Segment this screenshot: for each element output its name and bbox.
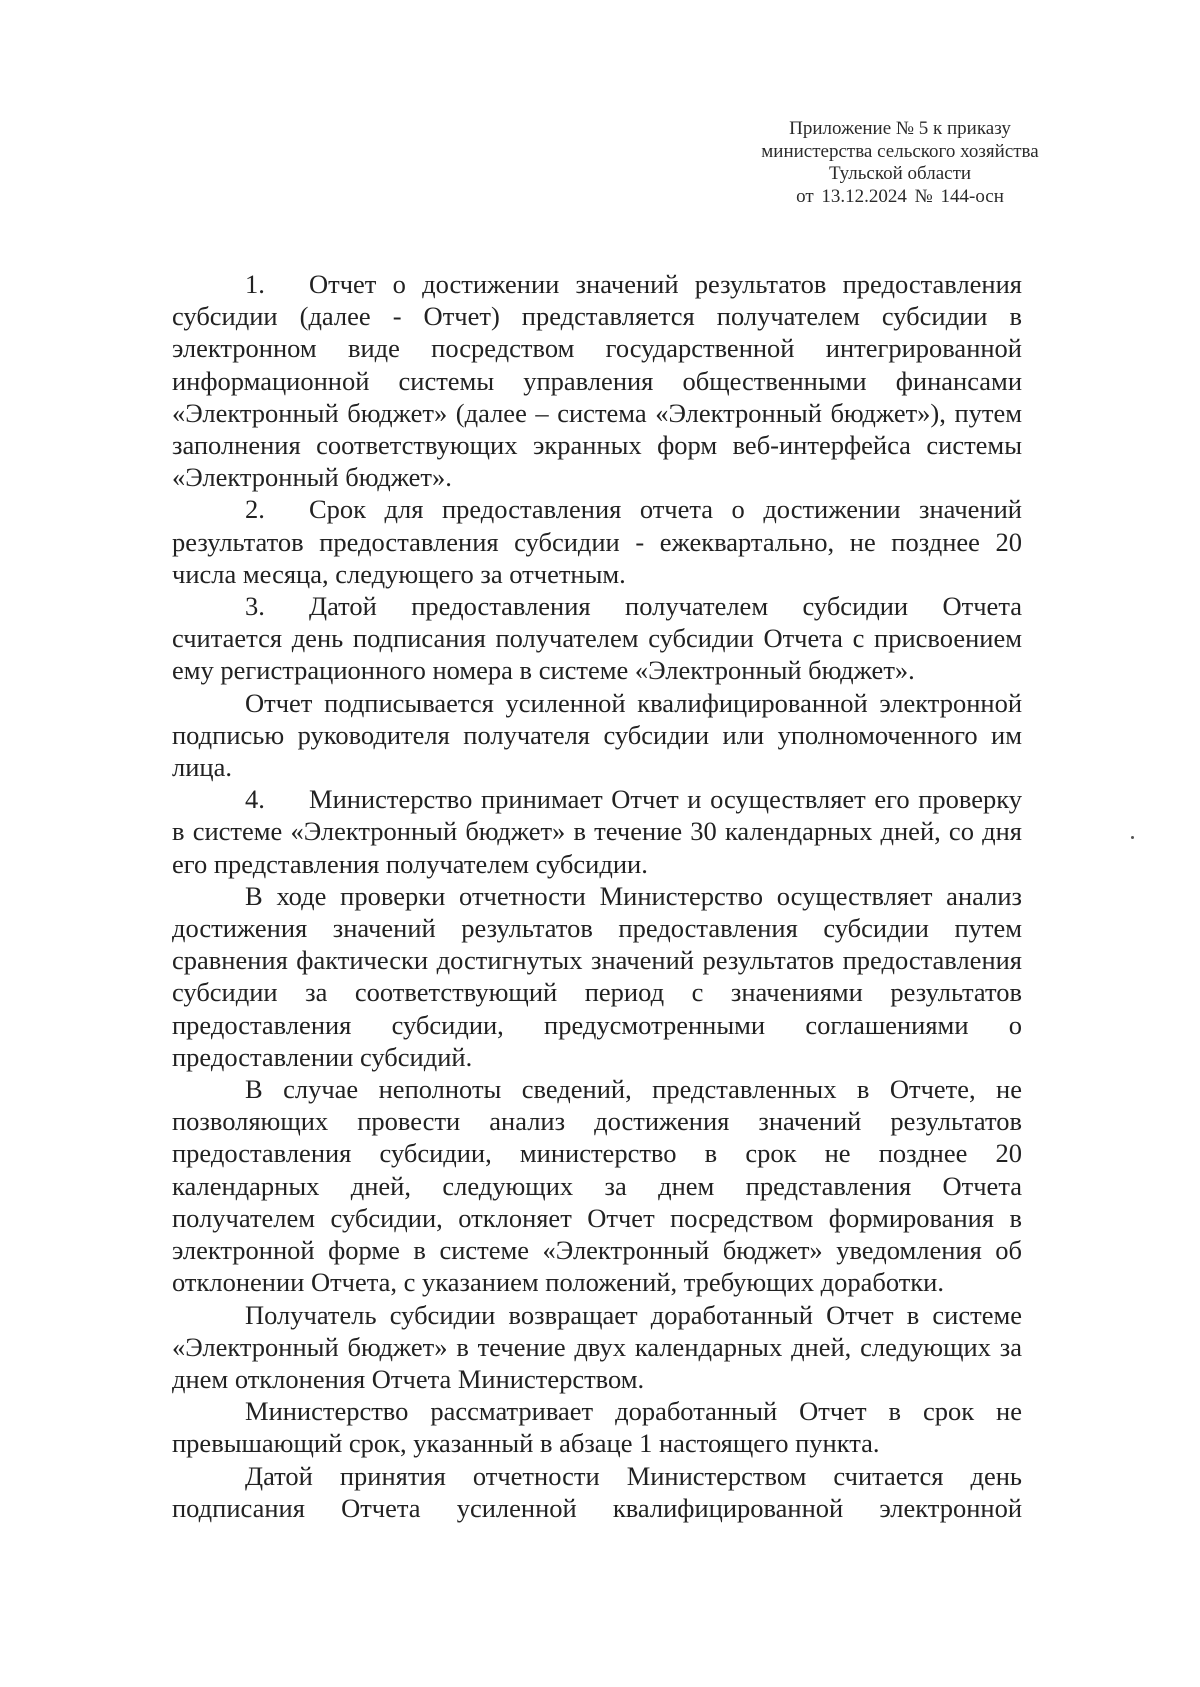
paragraph-text: Датой предоставления получателем субсидии Отчета считается день подписания получателем субсидии Отчета с присвоением ему регистрационного номера в системе «Электронный бюджет».: [172, 591, 1022, 686]
header-line-region: Тульской области: [828, 163, 972, 184]
paragraph-4-incomplete: [172, 1073, 1022, 1298]
paragraph-2: [172, 493, 1022, 590]
paragraph-text: Получатель субсидии возвращает доработанный Отчет в системе «Электронный бюджет» в течение двух календарных дней, следующих за днем отклонения Отчета Министерством.: [172, 1299, 1022, 1394]
paragraph-4: [172, 783, 1022, 880]
paragraph-number: 3.: [245, 591, 265, 622]
paragraph-number: 2.: [245, 494, 265, 525]
paragraph-4-analysis: [172, 880, 1022, 1073]
paragraph-text: В случае неполноты сведений, представленных в Отчете, не позволяющих провести анализ достижения значений результатов предоставления субсидии, министерство в срок не позднее 20 календарных дней, следующих за днем представления Отчета получателем субсидии, отклоняет Отчет посредством формирования в электронной форме в системе «Электронный бюджет» уведомления об отклонении Отчета, с указанием положений, требующих доработки.: [172, 1074, 1022, 1298]
paragraph-number: 1.: [245, 269, 265, 299]
paragraph-4-return: [172, 1299, 1022, 1396]
paragraph-number: 4.: [245, 784, 265, 815]
paragraph-text: Датой принятия отчетности Министерством считается день подписания Отчета усиленной квалифицированной электронной: [172, 1460, 1022, 1523]
header-line-ministry: министерства сельского хозяйства: [761, 140, 1039, 162]
paragraph-text: В ходе проверки отчетности Министерство осуществляет анализ достижения значений результатов предоставления субсидии путем сравнения фактически достигнутых значений результатов предоставления субсидии за соответствующий период с значениями результатов предоставления субсидии, предусмотренными соглашениями о предоставлении субсидий.: [172, 880, 1022, 1072]
paragraph-text: Отчет подписывается усиленной квалифицированной электронной подписью руководителя получателя субсидии или уполномоченного им лица.: [172, 687, 1022, 783]
paragraph-text: Министерство рассматривает доработанный Отчет в срок не превышающий срок, указанный в абзаце 1 настоящего пункта.: [172, 1396, 1022, 1459]
paragraph-text: Отчет о достижении значений результатов предоставления субсидии (далее - Отчет) представляется получателем субсидии в электронном виде посредством государственной интегрированной информационной системы управления общественными финансами «Электронный бюджет» (далее – система «Электронный бюджет»), путем заполнения соответствующих экранных форм веб-интерфейса системы «Электронный бюджет».: [172, 269, 1022, 493]
document-body: [172, 268, 1022, 1524]
paragraph-3-signature: [172, 687, 1022, 784]
paragraph-1: [172, 268, 1022, 493]
header-line-date-number: от 13.12.2024 № 144-осн: [796, 185, 1004, 207]
paragraph-3: [172, 590, 1022, 687]
appendix-header: [700, 118, 1100, 208]
paragraph-4-review: [172, 1395, 1022, 1459]
scan-speck: [1131, 836, 1134, 839]
paragraph-text: Министерство принимает Отчет и осуществляет его проверку в системе «Электронный бюджет» в течение 30 календарных дней, со дня его представления получателем субсидии.: [172, 784, 1022, 879]
paragraph-4-acceptance: [172, 1460, 1022, 1524]
paragraph-text: Срок для предоставления отчета о достижении значений результатов предоставления субсидии - ежеквартально, не позднее 20 числа месяца, следующего за отчетным.: [172, 494, 1022, 589]
header-line-appendix: Приложение № 5 к приказу: [789, 118, 1011, 139]
